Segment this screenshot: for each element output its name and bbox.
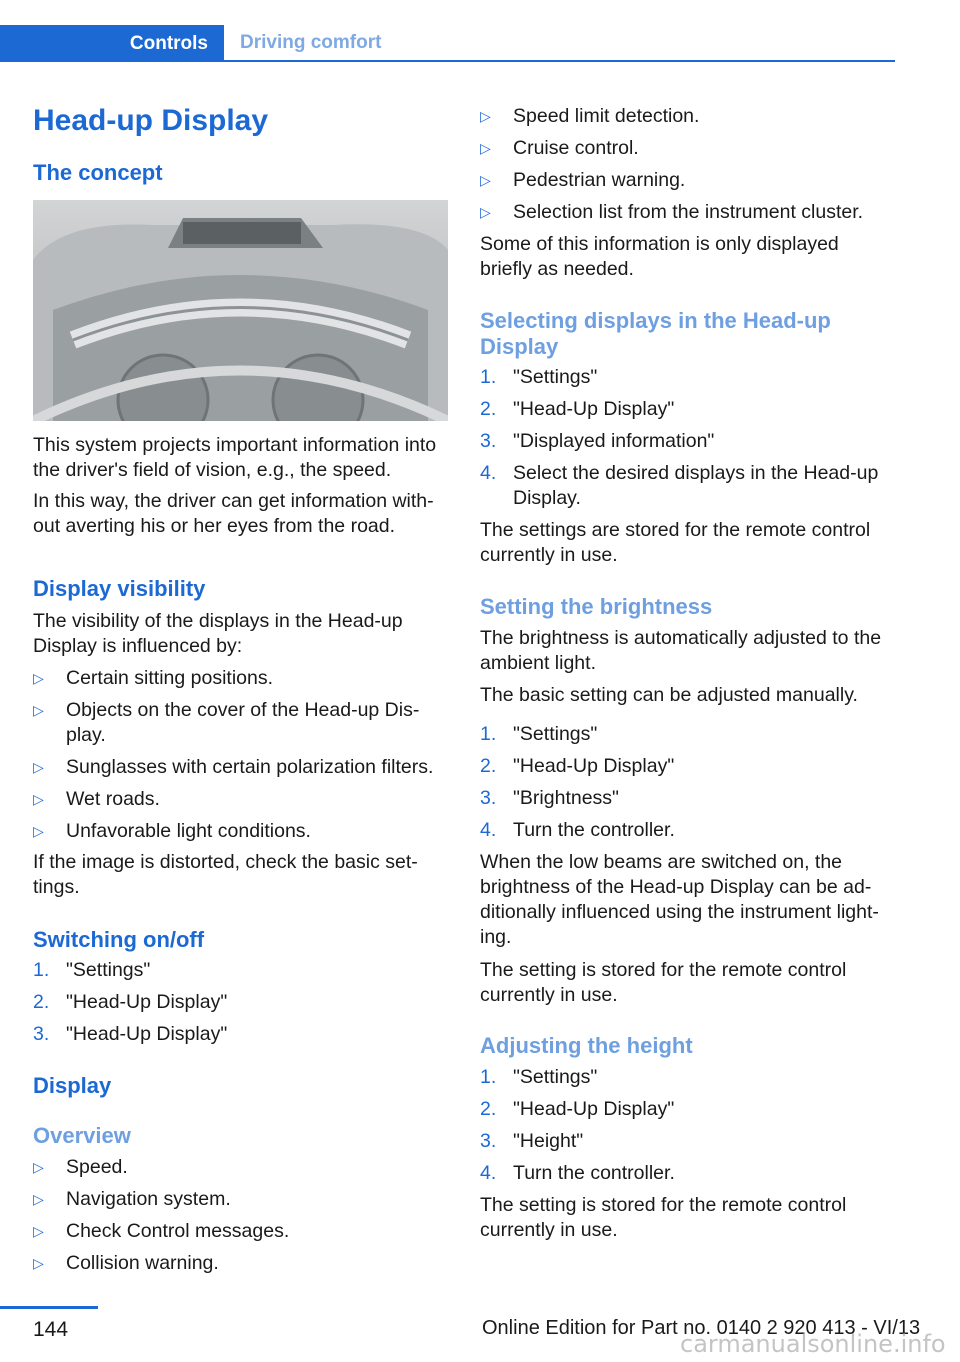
tab-controls-label: Controls	[129, 32, 208, 54]
step-number: 2.	[480, 755, 497, 777]
step-number: 1.	[33, 959, 50, 981]
list-item-text: Collision warning.	[66, 1252, 219, 1274]
dashboard-illustration	[33, 200, 448, 421]
list-item-text: Check Control messages.	[66, 1220, 290, 1242]
list-item-text: Pedestrian warning.	[513, 169, 686, 191]
edition-text: Online Edition for Part no. 0140 2 920 413 - VI/13	[482, 1317, 921, 1339]
bullet-triangle-icon: ▷	[33, 759, 44, 775]
bullet-triangle-icon: ▷	[33, 1191, 44, 1207]
page-number: 144	[33, 1318, 69, 1341]
page-title: Head-up Display	[33, 104, 269, 137]
list-item-text: Navigation system.	[66, 1188, 231, 1210]
step-number: 3.	[33, 1023, 50, 1045]
brightness-heading: Setting the brightness	[480, 594, 713, 619]
bullet-triangle-icon: ▷	[480, 108, 491, 124]
visibility-intro: The visibility of the displays in the Head-up Display is influenced by:	[33, 610, 403, 657]
list-item-text: "Displayed information"	[513, 430, 715, 452]
bullet-triangle-icon: ▷	[33, 791, 44, 807]
list-item-text: Selection list from the instrument cluster.	[513, 201, 864, 223]
bullet-triangle-icon: ▷	[480, 140, 491, 156]
step-number: 4.	[480, 1162, 497, 1184]
step-number: 1.	[480, 723, 497, 745]
list-item-text: Speed limit detection.	[513, 105, 700, 127]
brightness-paragraph-1: The brightness is automatically adjusted to the ambient light.	[480, 627, 882, 674]
brightness-paragraph-2: The basic setting can be adjusted manually.	[480, 684, 858, 706]
list-item-text: "Brightness"	[513, 787, 619, 809]
list-item-text: Select the desired displays in the Head-up Display.	[513, 462, 879, 509]
step-number: 2.	[480, 1098, 497, 1120]
list-item-text: Cruise control.	[513, 137, 639, 159]
height-note: The setting is stored for the remote control currently in use.	[480, 1194, 847, 1241]
list-item-text: Turn the controller.	[513, 1162, 675, 1184]
list-item-text: "Head-Up Display"	[66, 991, 228, 1013]
bullet-triangle-icon: ▷	[33, 1159, 44, 1175]
step-number: 1.	[480, 366, 497, 388]
concept-paragraph-1: This system projects important information into the driver's field of vision, e.g., the speed.	[33, 434, 437, 481]
list-item-text: "Head-Up Display"	[513, 755, 675, 777]
step-number: 1.	[480, 1066, 497, 1088]
page-header	[0, 25, 895, 62]
bullet-triangle-icon: ▷	[33, 1223, 44, 1239]
brightness-paragraph-3: When the low beams are switched on, the brightness of the Head-up Display can be ad-ditionally influenced using the instrument light-ing.	[480, 851, 879, 948]
step-number: 3.	[480, 787, 497, 809]
list-item-text: "Settings"	[513, 1066, 598, 1088]
tab-controls[interactable]	[0, 25, 224, 62]
selecting-note: The settings are stored for the remote control currently in use.	[480, 519, 871, 566]
brightness-note: The setting is stored for the remote control currently in use.	[480, 959, 847, 1006]
step-number: 3.	[480, 1130, 497, 1152]
bullet-triangle-icon: ▷	[33, 702, 44, 718]
overview-heading: Overview	[33, 1123, 131, 1148]
list-item-text: "Settings"	[513, 366, 598, 388]
bullet-triangle-icon: ▷	[480, 172, 491, 188]
list-item-text: "Head-Up Display"	[66, 1023, 228, 1045]
bullet-triangle-icon: ▷	[33, 670, 44, 686]
step-number: 2.	[480, 398, 497, 420]
concept-heading: The concept	[33, 160, 163, 185]
footer-rule	[0, 1306, 98, 1309]
list-item-text: "Height"	[513, 1130, 584, 1152]
step-number: 4.	[480, 462, 497, 484]
overview-note: Some of this information is only displayed briefly as needed.	[480, 233, 839, 280]
list-item-text: Turn the controller.	[513, 819, 675, 841]
list-item-text: "Settings"	[513, 723, 598, 745]
list-item-text: Wet roads.	[66, 788, 160, 810]
header-rule	[0, 60, 895, 62]
list-item-text: Speed.	[66, 1156, 128, 1178]
list-item-text: Sunglasses with certain polarization filters.	[66, 756, 434, 778]
dashboard-illustration-svg	[33, 200, 448, 421]
list-item-text: Objects on the cover of the Head-up Dis-play.	[66, 699, 420, 746]
step-number: 2.	[33, 991, 50, 1013]
list-item-text: Unfavorable light conditions.	[66, 820, 311, 842]
watermark[interactable]: carmanualsonline.info	[680, 1330, 946, 1358]
bullet-triangle-icon: ▷	[33, 1255, 44, 1271]
bullet-triangle-icon: ▷	[33, 823, 44, 839]
visibility-heading: Display visibility	[33, 576, 206, 601]
selecting-heading: Selecting displays in the Head-up Display	[480, 308, 831, 359]
list-item-text: "Head-Up Display"	[513, 398, 675, 420]
height-heading: Adjusting the height	[480, 1033, 693, 1058]
concept-paragraph-2: In this way, the driver can get information with-out averting his or her eyes from the road.	[33, 490, 434, 537]
list-item-text: "Settings"	[66, 959, 151, 981]
step-number: 3.	[480, 430, 497, 452]
bullet-triangle-icon: ▷	[480, 204, 491, 220]
visibility-outro: If the image is distorted, check the basic set-tings.	[33, 851, 418, 898]
display-heading: Display	[33, 1073, 112, 1098]
step-number: 4.	[480, 819, 497, 841]
list-item-text: "Head-Up Display"	[513, 1098, 675, 1120]
list-item-text: Certain sitting positions.	[66, 667, 274, 689]
tab-driving-comfort[interactable]: Driving comfort	[240, 32, 382, 53]
switching-heading: Switching on/off	[33, 927, 205, 952]
